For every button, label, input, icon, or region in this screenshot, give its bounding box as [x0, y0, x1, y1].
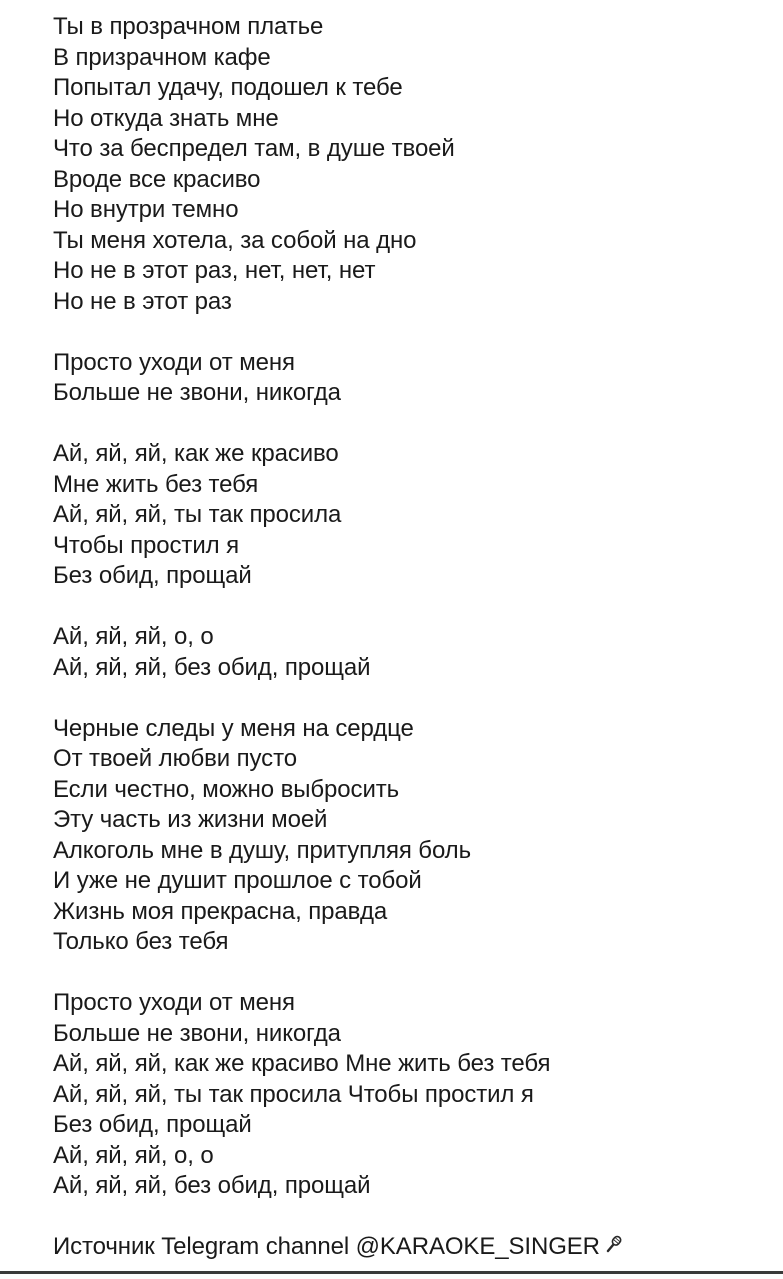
- lyric-line: Алкоголь мне в душу, притупляя боль: [53, 836, 471, 864]
- source-credit: [53, 1232, 763, 1263]
- lyric-line: Но внутри темно: [53, 196, 239, 223]
- lyrics-text: [53, 12, 763, 1263]
- stanza-final-chorus: [53, 988, 763, 1202]
- stanza-chorus-1: [53, 439, 763, 592]
- lyric-line: Ай, яй, яй, без обид, прощай: [53, 1172, 371, 1199]
- lyric-line: Но не в этот раз: [53, 287, 232, 315]
- lyric-line: Ай, яй, яй, о, о: [53, 1141, 214, 1169]
- lyric-line: Без обид, прощай: [53, 1111, 252, 1138]
- lyric-line: Попытал удачу, подошел к тебе: [53, 74, 403, 101]
- lyric-line: И уже не душит прошлое с тобой: [53, 867, 422, 894]
- lyric-line: Ты в прозрачном платье: [53, 13, 324, 40]
- stanza-verse-2: [53, 714, 763, 958]
- lyric-line: Ай, яй, яй, как же красиво: [53, 440, 339, 467]
- lyric-line: Мне жить без тебя: [53, 470, 259, 498]
- stanza-outro-1: [53, 622, 763, 683]
- lyric-line: Ай, яй, яй, о, о: [53, 623, 214, 650]
- lyric-line: Просто уходи от меня: [53, 348, 295, 376]
- lyric-line: Чтобы простил я: [53, 531, 239, 559]
- lyric-line: Без обид, прощай: [53, 562, 252, 589]
- lyric-line: Ай, яй, яй, без обид, прощай: [53, 653, 371, 681]
- source-text: Источник Telegram channel @KARAOKE_SINGER: [53, 1233, 600, 1260]
- bottom-divider: [0, 1271, 783, 1274]
- lyric-line: Но не в этот раз, нет, нет, нет: [53, 257, 376, 284]
- lyric-line: Если честно, можно выбросить: [53, 775, 400, 803]
- lyric-line: От твоей любви пусто: [53, 745, 297, 772]
- lyric-line: Черные следы у меня на сердце: [53, 714, 414, 742]
- stanza-verse-1: [53, 12, 763, 317]
- lyric-line: Больше не звони, никогда: [53, 379, 341, 406]
- lyric-line: В призрачном кафе: [53, 43, 271, 71]
- lyric-line: Больше не звони, никогда: [53, 1019, 341, 1047]
- lyric-line: Ай, яй, яй, ты так просила: [53, 501, 342, 528]
- lyric-line: Ай, яй, яй, как же красиво Мне жить без тебя: [53, 1050, 551, 1077]
- lyric-line: Просто уходи от меня: [53, 989, 295, 1016]
- lyric-line: Ты меня хотела, за собой на дно: [53, 226, 417, 254]
- lyric-line: Жизнь моя прекрасна, правда: [53, 897, 388, 925]
- lyric-line: Но откуда знать мне: [53, 104, 279, 132]
- lyric-line: Что за беспредел там, в душе твоей: [53, 135, 455, 162]
- lyric-line: Ай, яй, яй, ты так просила Чтобы простил я: [53, 1080, 534, 1108]
- lyric-line: Вроде все красиво: [53, 165, 261, 193]
- stanza-prechorus-1: [53, 348, 763, 409]
- microphone-icon: [602, 1234, 624, 1256]
- lyric-line: Эту часть из жизни моей: [53, 806, 328, 833]
- lyric-line: Только без тебя: [53, 928, 229, 955]
